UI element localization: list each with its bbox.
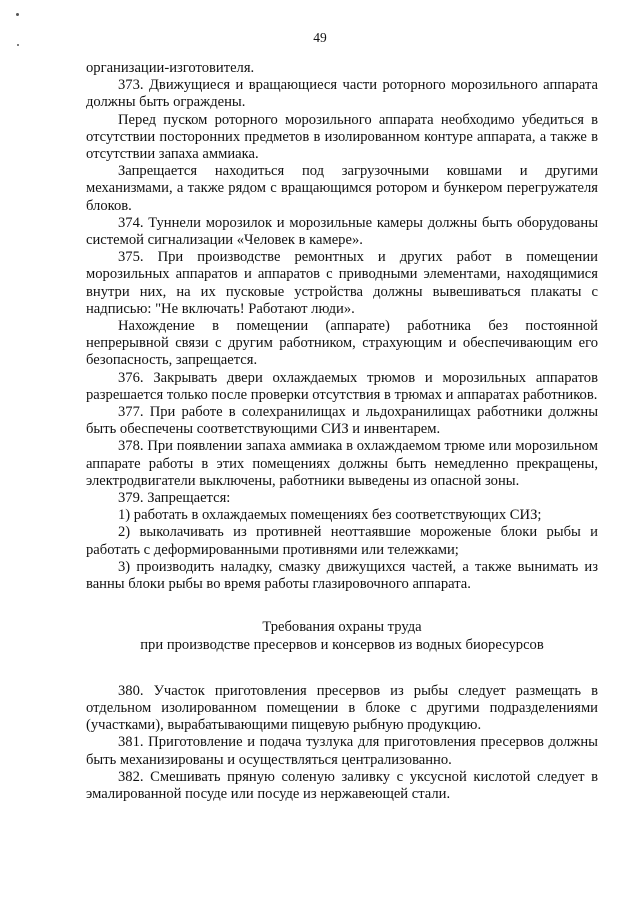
document-body — [86, 60, 598, 803]
paragraph: 379. Запрещается: — [118, 490, 231, 507]
paragraph: 381. Приготовление и подача тузлука для приготовления пресервов должны быть механизированы и осуществляться централизованно. — [86, 734, 598, 768]
paragraph: 378. При появлении запаха аммиака в охлаждаемом трюме или морозильном аппарате работы в этих помещениях должны быть немедленно прекращены, электродвигатели выключены, работники выведены из опасной зоны. — [86, 438, 598, 489]
paragraph: 374. Туннели морозилок и морозильные камеры должны быть оборудованы системой сигнализации «Человек в камере». — [86, 214, 598, 249]
paragraph: Запрещается находиться под загрузочными ковшами и другими механизмами, а также рядом с вращающимся ротором и бункером перегружателя блоков. — [86, 163, 598, 214]
page-number: 49 — [313, 30, 327, 45]
paragraph: Нахождение в помещении (аппарате) работника без постоянной непрерывной связи с другим работником, страхующим и обеспечивающим его безопасность, запрещается. — [86, 318, 598, 369]
list-item: 3) производить наладку, смазку движущихся частей, а также вынимать из ванны блоки рыбы во время работы глазировочного аппарата. — [86, 558, 598, 593]
paragraph: 375. При производстве ремонтных и других работ в помещении морозильных аппаратов и аппаратов с приводными элементами, находящимися внутри них, на их пусковые устройства должны вывешиваться плакаты с надписью: "Не включать! Работают люди». — [86, 249, 598, 317]
list-item: 2) выколачивать из противней неоттаявшие мороженые блоки рыбы и работать с деформированными противнями или тележками; — [86, 524, 598, 558]
paragraph: организации-изготовителя. — [86, 60, 255, 76]
list-item: 1) работать в охлаждаемых помещениях без соответствующих СИЗ; — [118, 507, 542, 524]
paragraph: 380. Участок приготовления пресервов из рыбы следует размещать в отдельном изолированном помещении в блоке с другими подразделениями (участками), вырабатывающими пищевую рыбную продукцию. — [86, 682, 598, 734]
scan-dot — [16, 13, 19, 16]
paragraph: 382. Смешивать пряную соленую заливку с уксусной кислотой следует в эмалированной посуде или посуде из нержавеющей стали. — [86, 768, 598, 802]
section-subheading: при производстве пресервов и консервов из водных биоресурсов — [140, 636, 544, 653]
section-heading: Требования охраны труда — [262, 619, 422, 636]
paragraph: 377. При работе в солехранилищах и льдохранилищах работники должны быть обеспечены соответствующими СИЗ и инвентарем. — [86, 404, 598, 438]
paragraph: Перед пуском роторного морозильного аппарата необходимо убедиться в отсутствии посторонних предметов в изолированном контуре аппарата, а также в отсутствии запаха аммиака. — [86, 111, 598, 163]
paragraph: 373. Движущиеся и вращающиеся части роторного морозильного аппарата должны быть ограждены. — [86, 77, 598, 111]
paragraph: 376. Закрывать двери охлаждаемых трюмов и морозильных аппаратов разрешается только после проверки отсутствия в трюмах и аппаратах работников. — [86, 369, 598, 403]
